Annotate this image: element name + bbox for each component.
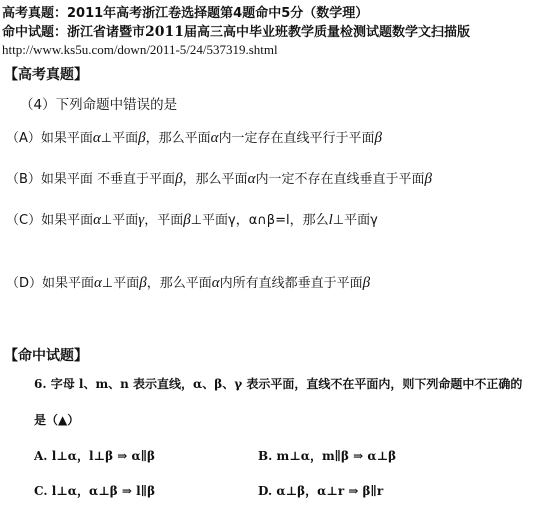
opt-c-l: l bbox=[328, 212, 333, 228]
hit-opt-a-text: l⊥α，l⊥β ⇒ α∥β bbox=[51, 449, 156, 463]
opt-a-alpha: α bbox=[92, 130, 101, 146]
opt-c-beta: β bbox=[183, 212, 191, 228]
header-line-1: 高考真题：2011年高考浙江卷选择题第4题命中5分（数学理） bbox=[2, 6, 369, 21]
hit-option-d bbox=[258, 482, 383, 499]
opt-d-alpha: α bbox=[94, 275, 102, 291]
opt-a-alpha2: α bbox=[210, 130, 219, 146]
header-line-2-year: 2011 bbox=[145, 24, 184, 40]
opt-b-beta: β bbox=[175, 171, 183, 187]
opt-d-alpha2: α bbox=[211, 275, 220, 291]
header-line-2 bbox=[2, 21, 470, 40]
opt-b-pre: （B）如果平面 不垂直于平面 bbox=[6, 172, 176, 187]
hit-opt-c-label: C. bbox=[34, 484, 48, 498]
opt-b-mid2: 内一定不存在直线垂直于平面 bbox=[255, 172, 425, 187]
hit-option-a bbox=[34, 447, 155, 464]
hit-opt-b-text: m⊥α，m∥β ⇒ α⊥β bbox=[276, 449, 397, 463]
hit-question-stem-2: 是（▲） bbox=[34, 413, 80, 427]
opt-c-pre: （C）如果平面 bbox=[6, 213, 94, 228]
opt-b-alpha: α bbox=[247, 171, 256, 187]
opt-d-post: 内所有直线都垂直于平面 bbox=[219, 276, 363, 291]
opt-a-mid2: ，那么平面 bbox=[145, 131, 211, 146]
opt-a-post: 内一定存在直线平行于平面 bbox=[218, 131, 375, 146]
hit-opt-b-label: B. bbox=[258, 449, 273, 463]
hit-opt-a-label: A. bbox=[34, 449, 48, 463]
real-question-stem: （4）下列命题中错误的是 bbox=[20, 97, 178, 113]
hit-stem-num: 6. bbox=[34, 377, 47, 391]
opt-d-pre: （D）如果平面 bbox=[6, 276, 95, 291]
opt-a-beta2: β bbox=[374, 130, 382, 146]
source-url[interactable]: http://www.ks5u.com/down/2011-5/24/537319.shtml bbox=[2, 42, 278, 57]
header-line-2-suffix: 届高三高中毕业班教学质量检测试题数学文扫描版 bbox=[183, 25, 470, 40]
opt-b-mid1: ，那么平面 bbox=[182, 172, 248, 187]
opt-d-beta: β bbox=[139, 275, 147, 291]
opt-b-beta2: β bbox=[424, 171, 432, 187]
opt-c-mid1: ⊥平面 bbox=[100, 213, 139, 228]
real-option-a bbox=[6, 127, 382, 147]
hit-option-c bbox=[34, 482, 155, 499]
real-option-b bbox=[6, 168, 432, 188]
real-question-section-title: 【高考真题】 bbox=[4, 67, 88, 83]
hit-opt-d-text: α⊥β，α⊥r ⇒ β∥r bbox=[276, 484, 384, 498]
real-option-d bbox=[6, 272, 370, 292]
opt-d-mid2: ，那么平面 bbox=[146, 276, 212, 291]
opt-a-beta: β bbox=[138, 130, 146, 146]
header-line-2-prefix: 命中试题：浙江省诸暨市 bbox=[2, 25, 146, 40]
hit-question-section-title: 【命中试题】 bbox=[4, 348, 88, 364]
hit-option-b bbox=[258, 447, 396, 464]
real-option-c bbox=[6, 209, 378, 229]
opt-d-beta2: β bbox=[362, 275, 371, 291]
opt-c-tail: ⊥平面γ bbox=[332, 213, 378, 228]
hit-stem-text: 字母 l、m、n 表示直线，α、β、γ 表示平面，直线不在平面内，则下列命题中不正确的 bbox=[50, 377, 523, 391]
opt-c-alpha: α bbox=[93, 212, 101, 228]
opt-c-mid2: ，平面 bbox=[144, 213, 184, 228]
opt-a-mid1: ⊥平面 bbox=[100, 131, 139, 146]
hit-opt-c-text: l⊥α，α⊥β ⇒ l∥β bbox=[51, 484, 156, 498]
opt-d-mid1: ⊥平面 bbox=[101, 276, 140, 291]
hit-opt-d-label: D. bbox=[258, 484, 273, 498]
opt-c-gamma: γ bbox=[138, 212, 145, 228]
opt-a-pre: （A）如果平面 bbox=[6, 131, 93, 146]
hit-question-stem bbox=[34, 375, 522, 392]
opt-c-post: ⊥平面γ，α∩β=l，那么 bbox=[190, 213, 329, 228]
